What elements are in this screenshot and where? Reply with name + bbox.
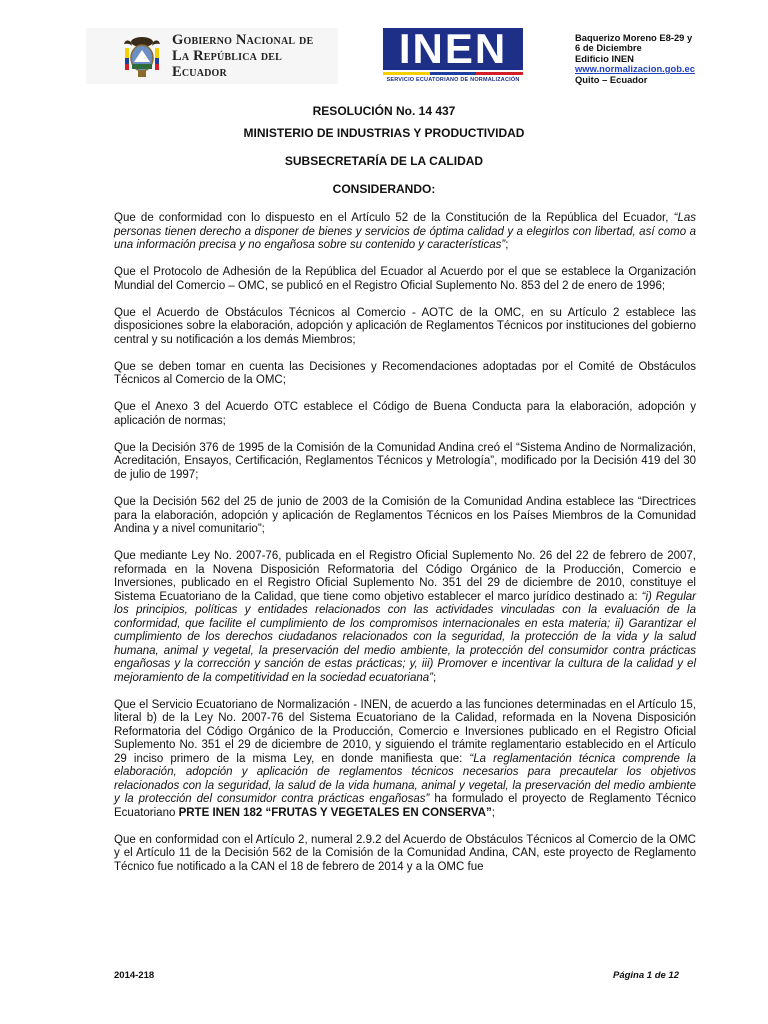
quoted-text: “La reglamentación técnica comprende la elaboración, adopción y aplicación de reglamentos técnicos necesarios para precautelar los objetivos relacionados con la seguridad, la salud de la vida humana, animal y vegetal, la preservación del medio ambiente y la protección del consumidor contra prácticas engañosas” [114, 752, 697, 806]
paragraph: Que en conformidad con el Artículo 2, numeral 2.9.2 del Acuerdo de Obstáculos Técnicos al Comercio de la OMC y el Artículo 11 de la Decisión 562 de la Comisión de la Comunidad Andina, CAN, este proyecto de Reglamento Técnico fue notificado a la CAN el 18 de febrero de 2014 y a la OMC fue [114, 833, 696, 873]
paragraph: Que el Anexo 3 del Acuerdo OTC establece el Código de Buena Conducta para la elaboración, adopción y aplicación de normas; [114, 401, 696, 427]
quoted-text: “i) Regular los principios, políticas y entidades relacionados con las actividades vinculadas con la evaluación de la conformidad, que facilite el cumplimiento de los compromisos internacionales en esta materia; ii) Garantizar el cumplimiento de los derechos ciudadanos relacionados con la seguridad, la protección de la vida y la salud humana, animal y vegetal, la preservación del medio ambiente, la protección del consumidor contra prácticas engañosas y la corrección y sanción de estas prácticas; y, iii) Promover e incentivar la cultura de la calidad y el mejoramiento de la competitividad en la sociedad ecuatoriana” [114, 590, 696, 684]
inen-logo [383, 25, 523, 86]
regulation-name: PRTE INEN 182 “FRUTAS Y VEGETALES EN CONSERVA” [178, 806, 492, 819]
document-body [114, 212, 696, 888]
paragraph: Que de conformidad con lo dispuesto en el Artículo 52 de la Constitución de la República del Ecuador, “Las personas tienen derecho a disponer de bienes y servicios de óptima calidad y a elegirlos con libertad, así como a una información precisa y no engañosa sobre su contenido y características”; [114, 212, 696, 251]
subsecretaria-title: SUBSECRETARÍA DE LA CALIDAD [284, 154, 484, 168]
paragraph: Que se deben tomar en cuenta las Decisiones y Recomendaciones adoptadas por el Comité de Obstáculos Técnicos al Comercio de la OMC; [114, 360, 696, 387]
website-link[interactable]: www.normalizacion.gob.ec [575, 63, 695, 75]
paragraph: Que el Acuerdo de Obstáculos Técnicos al Comercio - AOTC de la OMC, en su Artículo 2 establece las disposiciones sobre la elaboración, adopción y aplicación de Reglamentos Técnicos por instituciones del gobierno central y su notificación a los demás Miembros; [114, 306, 696, 346]
gov-logo-line2: La República del Ecuador [172, 48, 283, 80]
ministry-title: MINISTERIO DE INDUSTRIAS Y PRODUCTIVIDAD [243, 126, 525, 140]
document-code: 2014-218 [114, 970, 155, 981]
coat-of-arms-icon [122, 34, 162, 78]
resolution-title: RESOLUCIÓN No. 14 437 [312, 104, 456, 118]
considerando-heading: CONSIDERANDO: [332, 182, 436, 196]
address-line: Edificio INEN [575, 52, 634, 64]
government-name [172, 32, 338, 80]
government-logo [86, 28, 338, 84]
paragraph: Que mediante Ley No. 2007-76, publicada en el Registro Oficial Suplemento No. 26 del 22 de febrero de 2007, reformada en la Novena Disposición Reformatoria del Código Orgánico de la Producción, Comercio e Inversiones, publicado en el Registro Oficial Suplemento No. 351 del 29 de diciembre de 2010, constituye el Sistema Ecuatoriano de la Calidad, que tiene como objetivo establecer el marco jurídico destinado a: “i) Regular los principios, políticas y entidades relacionados con las actividades vinculadas con la evaluación de la conformidad, que facilite el cumplimiento de los compromisos internacionales en esta materia; ii) Garantizar el cumplimiento de los derechos ciudadanos relacionados con la seguridad, la protección de la vida y la salud humana, animal y vegetal, la preservación del medio ambiente, la protección del consumidor contra prácticas engañosas y la corrección y sanción de estas prácticas; y, iii) Promover e incentivar la cultura de la calidad y el mejoramiento de la competitividad en la sociedad ecuatoriana”; [114, 550, 696, 684]
inen-logo-wordmark: INEN [383, 28, 523, 70]
address-line: Quito – Ecuador [575, 73, 648, 85]
paragraph: Que la Decisión 562 del 25 de junio de 2003 de la Comisión de la Comunidad Andina establece las “Directrices para la elaboración, adopción y aplicación de Reglamentos Técnicos en los Países Miembros de la Comunidad Andina y a nivel comunitario”; [114, 496, 696, 536]
address-line: 6 de Diciembre [575, 42, 642, 54]
inen-logo-subtitle: SERVICIO ECUATORIANO DE NORMALIZACIÓN [386, 77, 520, 83]
paragraph: Que el Protocolo de Adhesión de la República del Ecuador al Acuerdo por el que se establece la Organización Mundial del Comercio – OMC, se publicó en el Registro Oficial Suplemento No. 853 del 2 de enero de 1996; [114, 266, 696, 292]
address-line: Baquerizo Moreno E8-29 y [575, 32, 693, 43]
paragraph: Que la Decisión 376 de 1995 de la Comisión de la Comunidad Andina creó el “Sistema Andino de Normalización, Acreditación, Ensayos, Certificación, Reglamentos Técnicos y Metrología”, modificado por la Decisión 419 del 30 de julio de 1997; [114, 441, 696, 481]
gov-logo-line1: Gobierno Nacional de [172, 32, 314, 48]
page-number: Página 1 de 12 [613, 970, 680, 981]
quoted-text: “Las personas tienen derecho a disponer de bienes y servicios de óptima calidad y a elegirlos con libertad, así como a una información precisa y no engañosa sobre su contenido y características” [114, 212, 696, 251]
flag-stripe [383, 72, 523, 75]
paragraph: Que el Servicio Ecuatoriano de Normalización - INEN, de acuerdo a las funciones determinadas en el Artículo 15, literal b) de la Ley No. 2007-76 del Sistema Ecuatoriano de la Calidad, reformada en la Novena Disposición Reformatoria del Código Orgánico de la Producción, Comercio e Inversiones publicado en el Registro Oficial Suplemento No. 351 el 29 de diciembre de 2010, y siguiendo el trámite reglamentario establecido en el Artículo 29 inciso primero de la misma Ley, en donde manifiesta que: “La reglamentación técnica comprende la elaboración, adopción y aplicación de reglamentos técnicos necesarios para precautelar los objetivos relacionados con la seguridad, la salud de la vida humana, animal y vegetal, la preservación del medio ambiente y la protección del consumidor contra prácticas engañosas” ha formulado el proyecto de Reglamento Técnico Ecuatoriano PRTE INEN 182 “FRUTAS Y VEGETALES EN CONSERVA”; [114, 698, 697, 819]
address-block [575, 33, 735, 85]
